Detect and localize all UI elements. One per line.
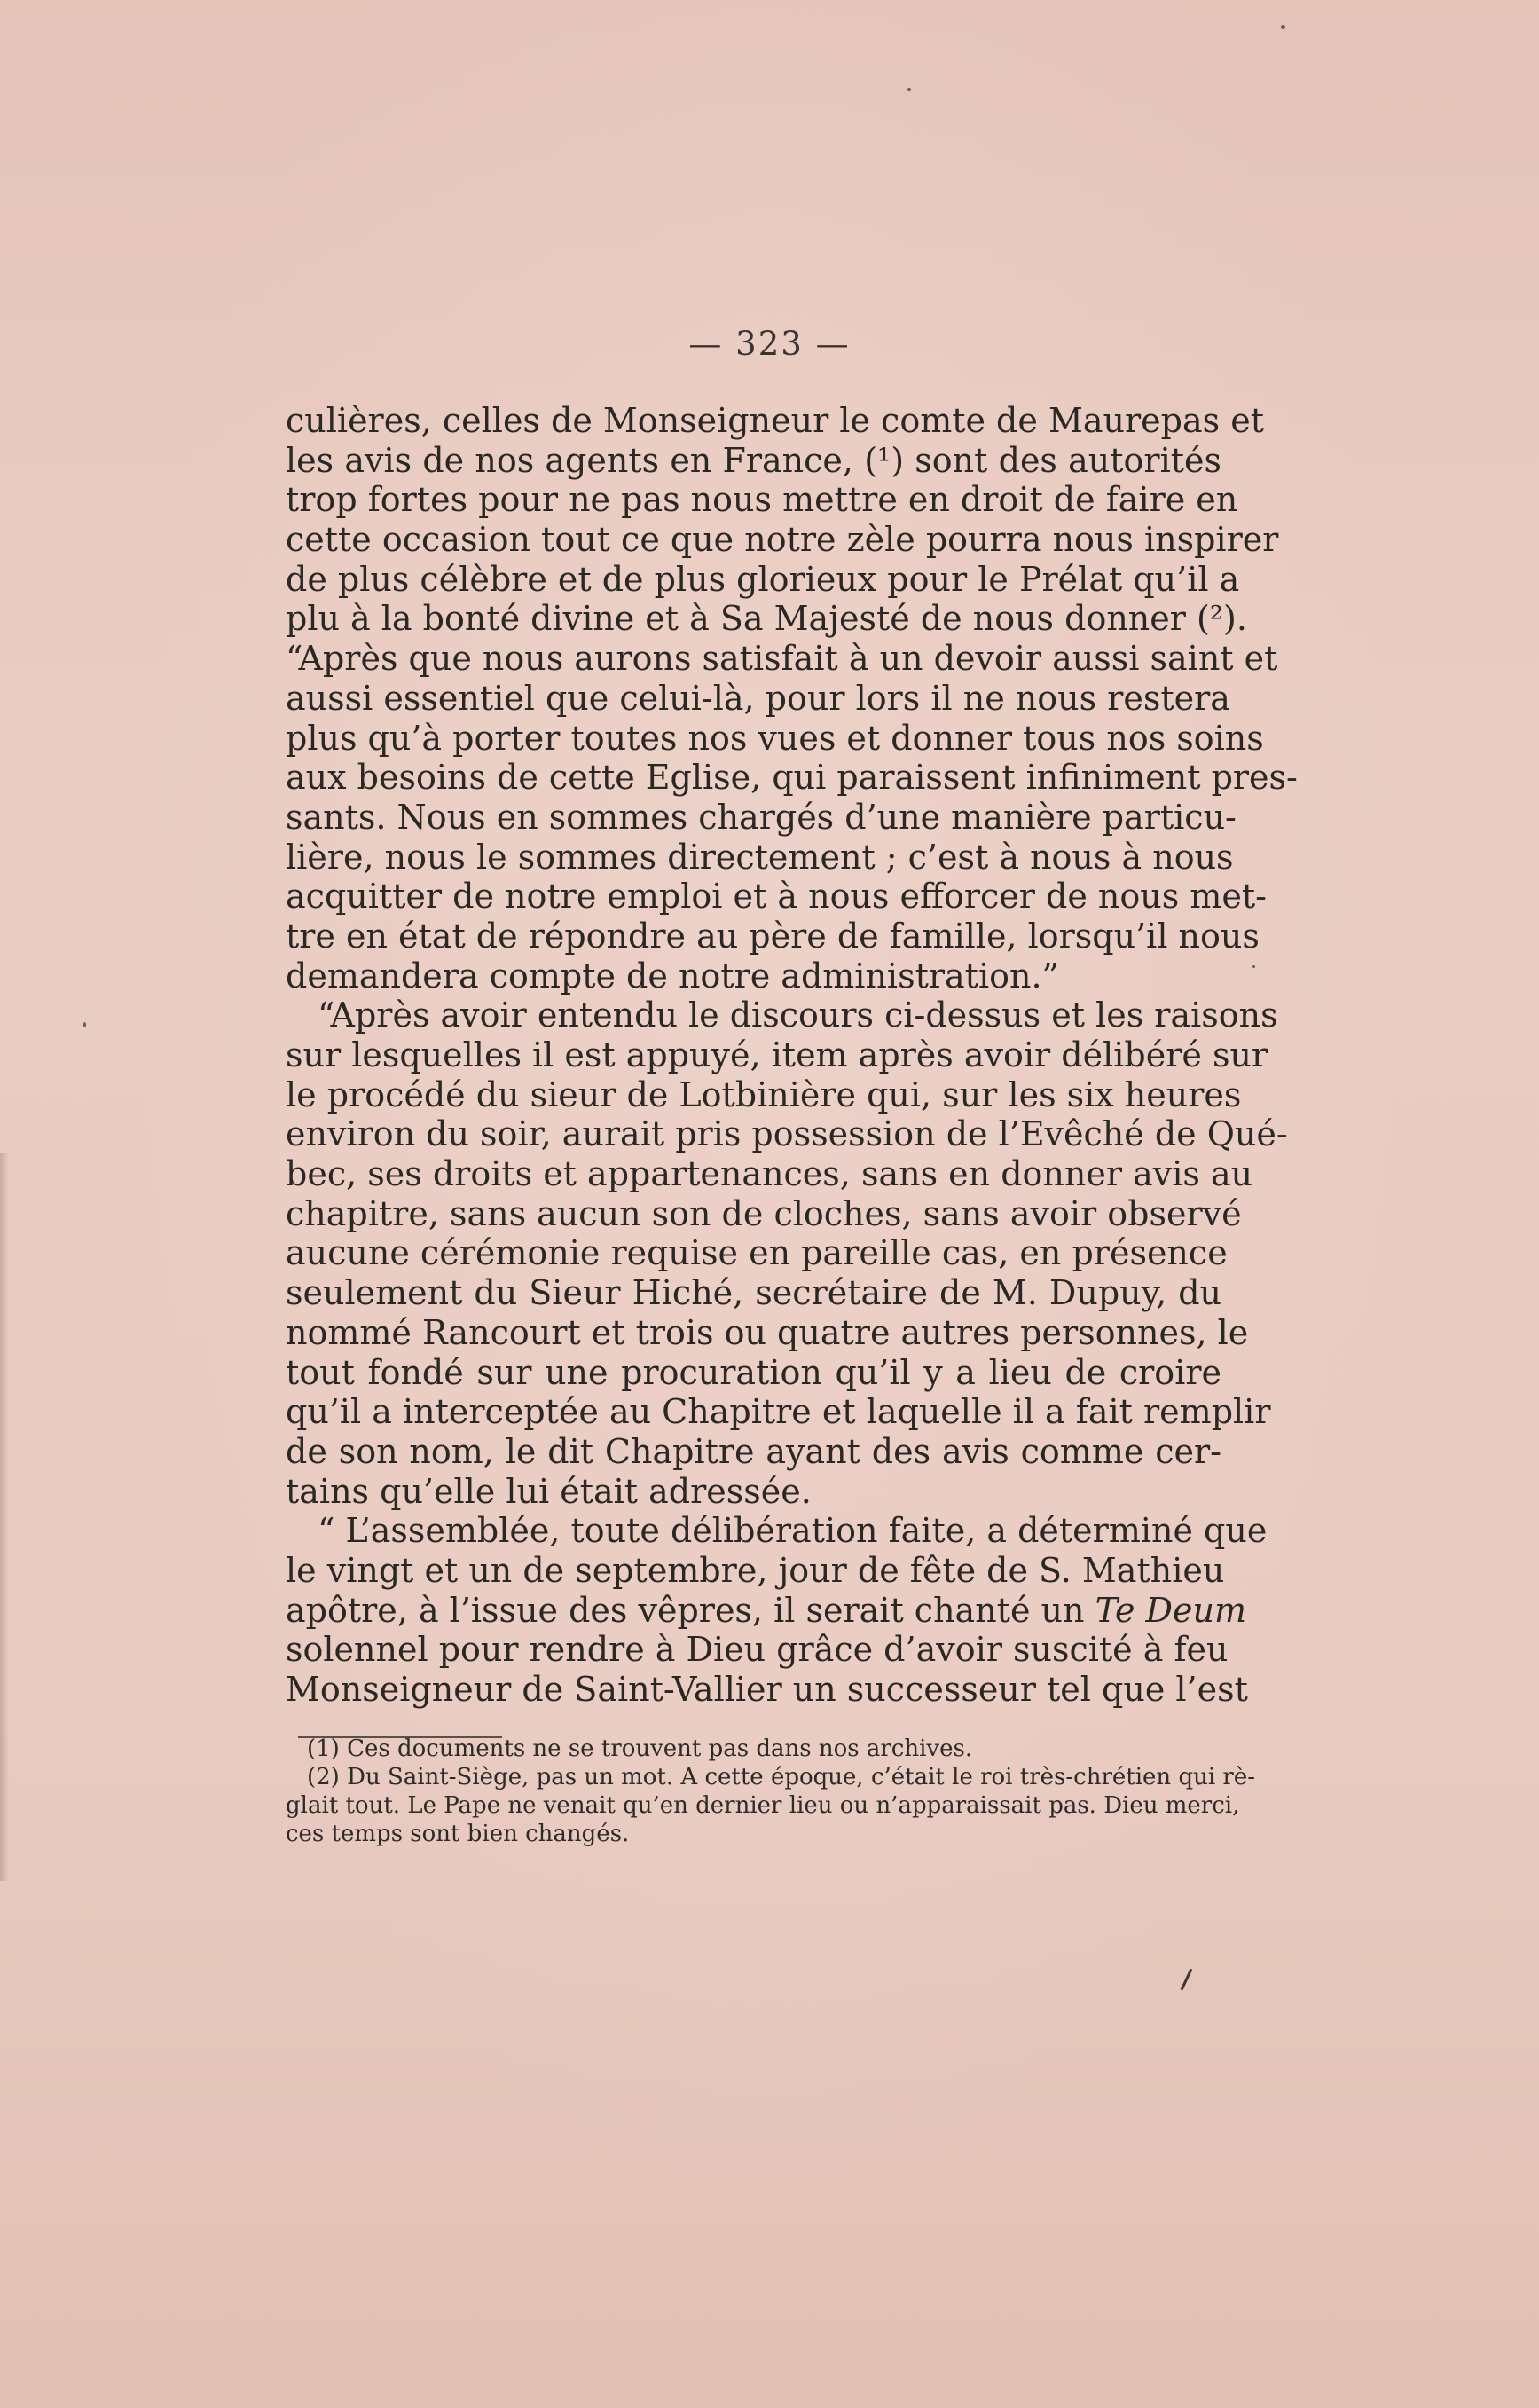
- text-line: cette occasion tout ce que notre zèle pourra nous inspirer: [286, 520, 1279, 560]
- text-line: lière, nous le sommes directement ; c’est à nous à nous: [286, 837, 1234, 877]
- text-line: tains qu’elle lui était adressée.: [286, 1471, 812, 1511]
- text-line: environ du soir, aurait pris possession de l’Evêché de Qué-: [286, 1114, 1288, 1154]
- te-deum-italic: Te Deum: [1095, 1590, 1246, 1630]
- paper-speck: [1281, 25, 1285, 29]
- text-line: bec, ses droits et appartenances, sans en donner avis au: [286, 1154, 1253, 1194]
- text-line: “Après que nous aurons satisfait à un devoir aussi saint et: [286, 639, 1278, 679]
- text-line: seulement du Sieur Hiché, secrétaire de M. Dupuy, du: [286, 1273, 1221, 1313]
- text-line: Monseigneur de Saint-Vallier un successeur tel que l’est: [286, 1670, 1248, 1709]
- page-edge-shadow: [0, 1153, 9, 1881]
- text-segment: apôtre, à l’issue des vêpres, il serait chanté un: [286, 1590, 1085, 1630]
- text-line: nommé Rancourt et trois ou quatre autres personnes, le: [286, 1312, 1249, 1352]
- text-line: aucune cérémonie requise en pareille cas, en présence: [286, 1233, 1228, 1273]
- text-line-with-italic: [286, 1590, 1246, 1631]
- text-line: de son nom, le dit Chapitre ayant des avis comme cer-: [286, 1431, 1221, 1471]
- text-line: qu’il a interceptée au Chapitre et laquelle il a fait remplir: [286, 1392, 1271, 1432]
- text-line: “Après avoir entendu le discours ci-dessus et les raisons: [318, 995, 1278, 1035]
- text-line: chapitre, sans aucun son de cloches, sans avoir observé: [286, 1193, 1242, 1233]
- text-line: aux besoins de cette Eglise, qui paraissent infiniment pres-: [286, 758, 1298, 798]
- text-line: tout fondé sur une procuration qu’il y a lieu de croire: [286, 1352, 1221, 1392]
- footnote: (1) Ces documents ne se trouvent pas dans nos archives.: [307, 1735, 973, 1762]
- footnote-continuation: ces temps sont bien changés.: [286, 1821, 630, 1847]
- footnotes: [286, 1735, 1256, 1848]
- text-line: le vingt et un de septembre, jour de fête de S. Mathieu: [286, 1550, 1225, 1590]
- text-line: tre en état de répondre au père de famille, lorsqu’il nous: [286, 916, 1260, 956]
- text-line: plus qu’à porter toutes nos vues et donner tous nos soins: [286, 718, 1264, 758]
- text-line: plu à la bonté divine et à Sa Majesté de nous donner (²).: [286, 599, 1247, 639]
- text-line: les avis de nos agents en France, (¹) sont des autorités: [286, 440, 1221, 480]
- paper-speck: [907, 88, 911, 91]
- text-line: trop fortes pour ne pas nous mettre en droit de faire en: [286, 480, 1238, 520]
- body-text: [286, 401, 1298, 1710]
- pen-mark: [1181, 1969, 1193, 1991]
- text-line: acquitter de notre emploi et à nous efforcer de nous met-: [286, 877, 1267, 917]
- text-line: le procédé du sieur de Lotbinière qui, sur les six heures: [286, 1074, 1242, 1114]
- text-line: culières, celles de Monseigneur le comte de Maurepas et: [286, 401, 1264, 440]
- text-line: demandera compte de notre administration.”: [286, 956, 1059, 995]
- text-line: sur lesquelles il est appuyé, item après avoir délibéré sur: [286, 1035, 1268, 1074]
- text-line: sants. Nous en sommes chargés d’une manière particu-: [286, 797, 1237, 837]
- paper-speck: [83, 1022, 86, 1027]
- text-line: “ L’assemblée, toute délibération faite, a déterminé que: [318, 1511, 1268, 1551]
- text-line: aussi essentiel que celui-là, pour lors il ne nous restera: [286, 678, 1230, 718]
- footnote: (2) Du Saint-Siège, pas un mot. A cette époque, c’était le roi très-chrétien qui rè-: [307, 1764, 1256, 1790]
- page-number: — 323 —: [688, 325, 851, 363]
- text-line: solennel pour rendre à Dieu grâce d’avoir suscité à feu: [286, 1630, 1229, 1670]
- text-line: de plus célèbre et de plus glorieux pour le Prélat qu’il a: [286, 559, 1240, 599]
- paper-speck: [1252, 965, 1255, 968]
- footnote-continuation: glait tout. Le Pape ne venait qu’en dernier lieu ou n’apparaissait pas. Dieu merci,: [286, 1792, 1240, 1819]
